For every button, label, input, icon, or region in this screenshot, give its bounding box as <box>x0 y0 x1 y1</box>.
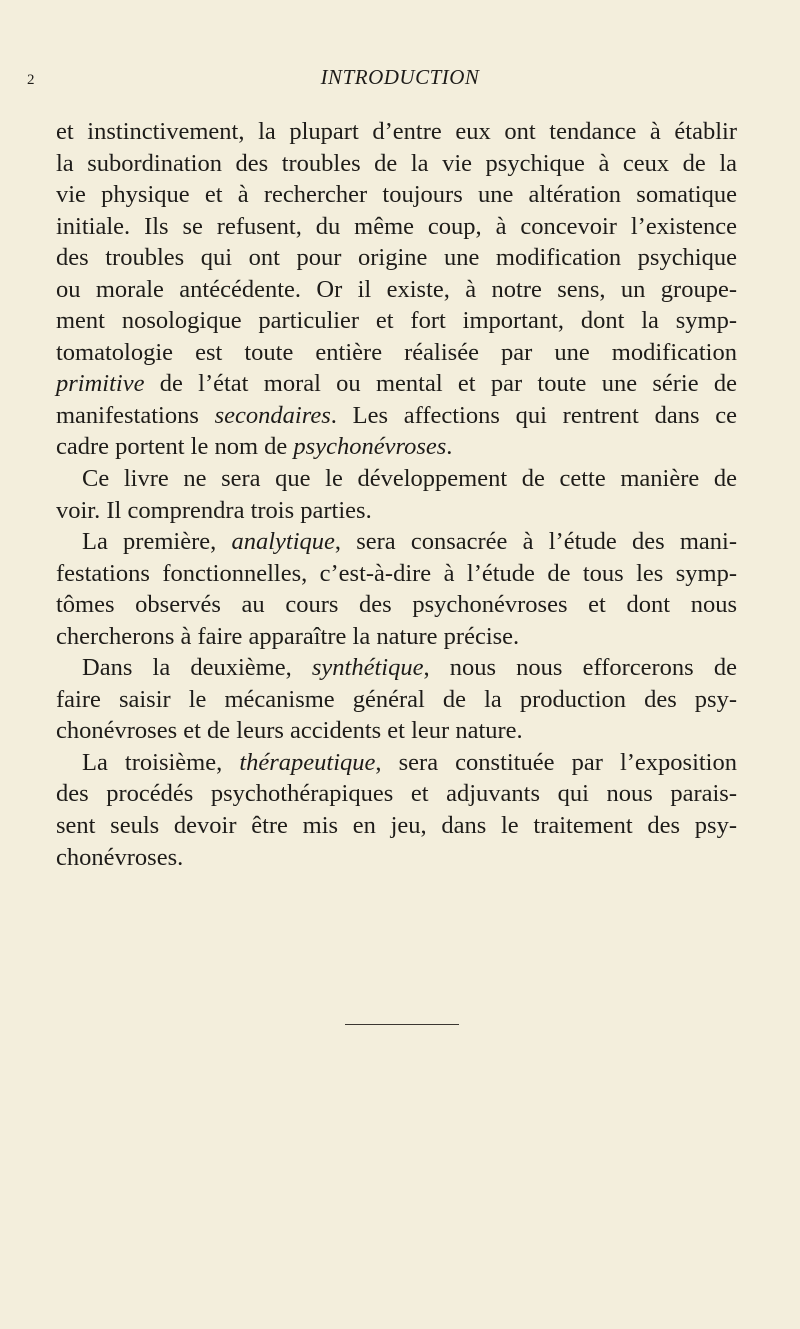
text-run: . <box>446 433 453 461</box>
text-line <box>56 621 737 653</box>
text-run: des troubles qui ont pour origine une modification psychique <box>56 244 737 272</box>
text-run: Ce livre ne sera que le développement de cette manière de <box>82 465 737 493</box>
text-run: . Les affections qui rentrent dans ce <box>330 401 738 429</box>
text-line <box>56 242 737 274</box>
text-line <box>56 148 737 180</box>
text-run: des procédés psychothérapiques et adjuvants qui nous parais- <box>56 780 737 808</box>
text-run: sent seuls devoir être mis en jeu, dans le traitement des psy- <box>56 812 737 840</box>
italic-run: analytique <box>231 528 335 556</box>
text-run: Dans la deuxième, <box>82 654 312 682</box>
text-run: la subordination des troubles de la vie psychique à ceux de la <box>56 149 737 177</box>
italic-run: thérapeutique <box>239 748 376 776</box>
text-run: initiale. Ils se refusent, du même coup, à concevoir l’existence <box>56 212 737 240</box>
text-line <box>56 715 737 747</box>
text-run: vie physique et à rechercher toujours une altération somatique <box>56 181 737 209</box>
text-run: ment nosologique particulier et fort important, dont la symp- <box>56 307 737 335</box>
text-run: chonévroses. <box>56 843 184 871</box>
text-run: chonévroses et de leurs accidents et leur nature. <box>56 717 523 745</box>
text-run: La première, <box>82 528 232 556</box>
text-line <box>56 463 737 495</box>
body-text <box>56 116 737 873</box>
page-number: 2 <box>27 72 35 88</box>
text-run: et instinctivement, la plupart d’entre eux ont tendance à établir <box>56 118 737 145</box>
text-line <box>56 431 737 463</box>
text-line <box>56 747 737 779</box>
text-run: festations fonctionnelles, c’est-à-dire à l’étude de tous les symp- <box>56 559 737 587</box>
text-line <box>56 652 737 684</box>
text-line <box>56 368 737 400</box>
text-run: La troisième, <box>82 748 240 776</box>
text-run: , sera constituée par l’exposition <box>375 748 737 776</box>
text-run: , nous nous efforcerons de <box>423 654 737 682</box>
text-line <box>56 400 737 432</box>
text-run: tomatologie est toute entière réalisée par une modification <box>56 338 737 366</box>
footer-rule <box>345 1024 459 1025</box>
text-line <box>56 211 737 243</box>
text-run: chercherons à faire apparaître la nature précise. <box>56 622 520 650</box>
text-line <box>56 842 737 874</box>
italic-run: psychonévroses <box>293 433 447 461</box>
text-line <box>56 179 737 211</box>
text-line <box>56 274 737 306</box>
italic-run: primitive <box>56 370 145 398</box>
text-line <box>56 116 737 148</box>
text-run: manifestations <box>56 401 215 429</box>
text-line <box>56 495 737 527</box>
text-line <box>56 337 737 369</box>
text-line <box>56 589 737 621</box>
running-title: INTRODUCTION <box>320 65 480 89</box>
italic-run: secondaires <box>214 401 331 429</box>
text-line <box>56 558 737 590</box>
text-line <box>56 305 737 337</box>
text-run: cadre portent le nom de <box>56 433 294 461</box>
text-run: tômes observés au cours des psychonévroses et dont nous <box>56 591 737 619</box>
text-line <box>56 778 737 810</box>
text-run: , sera consacrée à l’étude des mani- <box>334 528 737 556</box>
text-line <box>56 526 737 558</box>
text-run: voir. Il comprendra trois parties. <box>56 496 372 524</box>
text-line <box>56 810 737 842</box>
italic-run: synthétique <box>311 654 424 682</box>
text-line <box>56 684 737 716</box>
text-run: faire saisir le mécanisme général de la production des psy- <box>56 685 737 713</box>
text-run: de l’état moral ou mental et par toute une série de <box>144 370 737 398</box>
text-run: ou morale antécédente. Or il existe, à notre sens, un groupe- <box>56 275 737 303</box>
